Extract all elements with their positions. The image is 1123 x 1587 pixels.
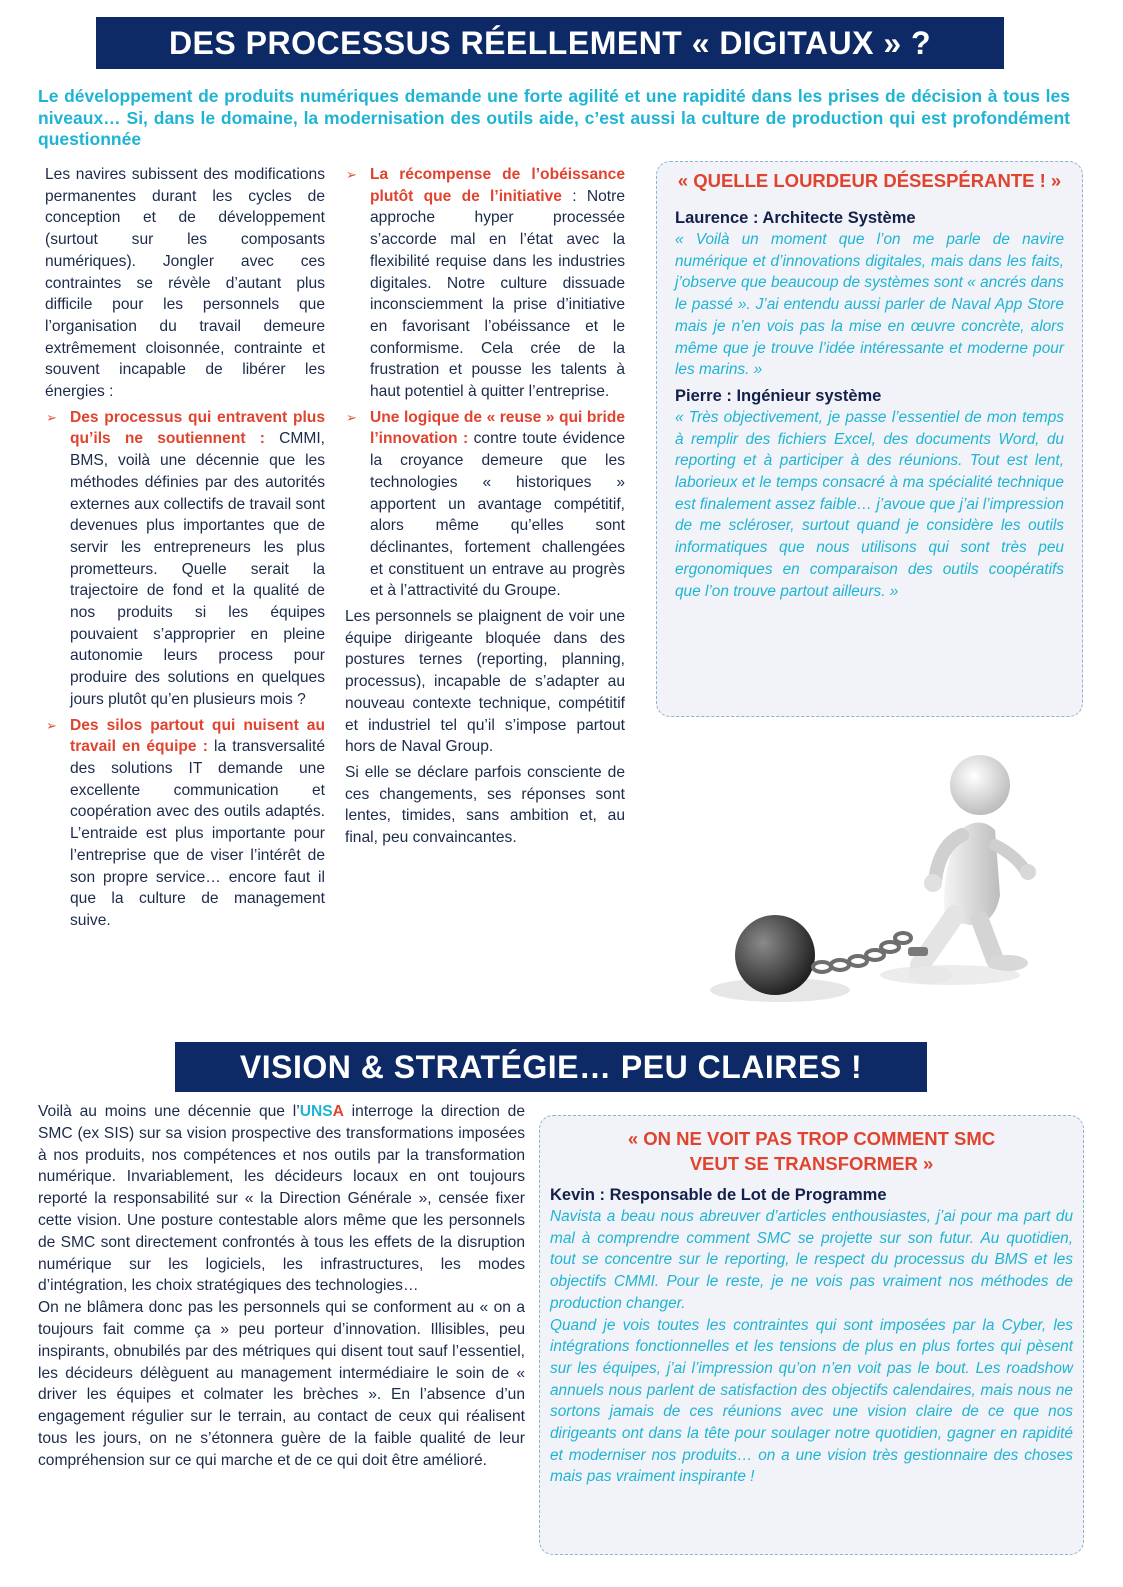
testimonial-box-heaviness xyxy=(656,161,1083,717)
bullet-processes xyxy=(45,407,325,711)
unsa-logo-text: UNS xyxy=(299,1103,333,1120)
arrow-bullet-icon: ➢ xyxy=(46,409,57,425)
testimonial-text: Navista a beau nous abreuver d’articles enthousiastes, j’ai pour ma part du mal à comprendre comment SMC se projette sur son futur. Au quotidien, tout se concentre sur le reporting, le respect du processus du BMS et les objectifs CMMI. Pour le reste, je ne vois pas vraiment nos méthodes de production changer. xyxy=(550,1208,1073,1312)
bullet-heading: La récompense de l’obéissance plutôt que de l’initiative xyxy=(370,166,625,205)
bullet-heading: Des silos partout qui nuisent au travail en équipe : xyxy=(70,716,325,756)
testimonial-box-title: « QUELLE LOURDEUR DÉSESPÉRANTE ! » xyxy=(677,170,1062,191)
bullet-heading: Des processus qui entravent plus qu’ils ne soutiennent : xyxy=(70,408,325,448)
speaker-name: Laurence : Architecte Système xyxy=(675,209,916,227)
column-2-paragraph: Les personnels se plaignent de voir une équipe dirigeante bloquée dans des postures ternes (reporting, planning, processus), incapable de s’adapter au nouveau contexte technique, compétitif et industriel tel qu’il s’impose partout hors de Naval Group. xyxy=(345,608,625,756)
ball-and-chain-icon xyxy=(690,735,1060,1025)
article-column-1 xyxy=(45,164,325,936)
testimonial-text: « Très objectivement, je passe l’essentiel de mon temps à remplir des fichiers Excel, des documents Word, du reporting et à participer à des réunions. Tout est lent, laborieux et le temps consacré à ma spécialité technique est finalement assez faible… j’avoue que j’ai l’impression de me scléroser, surtout quand je considère les outils informatiques que nous utilisons qui sont très peu ergonomiques en comparaison des outils coopératifs que l’on trouve partout ailleurs. » xyxy=(675,408,1064,600)
ball-and-chain-figure-image xyxy=(690,735,1060,1025)
section-title-vision-strategy: VISION & STRATÉGIE… PEU CLAIRES ! xyxy=(175,1042,927,1092)
testimonial-box-title-line1: « ON NE VOIT PAS TROP COMMENT SMC xyxy=(627,1128,996,1149)
testimonial-box-title-line2: VEUT SE TRANSFORMER » xyxy=(689,1153,934,1174)
arrow-bullet-icon: ➢ xyxy=(346,167,357,182)
bullet-silos xyxy=(45,715,325,932)
article-column-2 xyxy=(345,164,625,853)
testimonial-text: Quand je vois toutes les contraintes qui sont imposées par la Cyber, les intégrations fonctionnelles et les tensions de plus en plus fortes qui pèsent sur les équipes, j’ai l’impression qu’on n’en voit pas le bout. Les roadshow annuels nous parlent de satisfaction des objectifs calendaires, mais nous ne sortons jamais de ces réunions avec une vision claire de ce que nos dirigeants ont dans la tête pour soulager notre quotidien, gagner en rapidité et moderniser nos produits… on a une vision très gestionnaire des choses mais pas vraiment inspirante ! xyxy=(550,1316,1073,1486)
vision-paragraph-2: On ne blâmera donc pas les personnels qui se conforment au « on a toujours fait comme ça » peu porteur d’innovation. Illisibles, peu inspirants, obnubilés par des métriques qui disent tout sauf l’essentiel, les décideurs délèguent au management intermédiaire le soin de « driver les équipes et colmater les brèches ». En l’absence d’un engagement régulier sur le terrain, au contact de ceux qui réalisent tous les jours, on ne s’étonnera guère de la faible qualité de leur compréhension sur ce qui marche et de ce qui doit être amélioré. xyxy=(38,1299,525,1469)
speaker-name: Kevin : Responsable de Lot de Programme xyxy=(550,1186,887,1204)
text-span: Voilà au moins une décennie que l’ xyxy=(38,1103,300,1120)
arrow-bullet-icon: ➢ xyxy=(346,409,357,425)
intro-lead: Le développement de produits numériques demande une forte agilité et une rapidité dans les prises de décision à tous les niveaux… Si, dans le domaine, la modernisation des outils aide, c’est aussi la culture de production qui est profondément questionnée xyxy=(38,86,1070,149)
testimonial-box-smc xyxy=(539,1115,1084,1555)
bullet-text: contre toute évidence la croyance demeure que les technologies « historiques » apportent un avantage compétitif, alors même qu’elles sont déclinantes, fortement challengées et constituent un entrave au progrès et à l’attractivité du Groupe. xyxy=(370,430,625,600)
section-title-digital-processes: DES PROCESSUS RÉELLEMENT « DIGITAUX » ? xyxy=(96,17,1004,69)
arrow-bullet-icon: ➢ xyxy=(46,717,57,733)
bullet-text: CMMI, BMS, voilà une décennie que les méthodes définies par des autorités externes aux collectifs de travail sont devenues plus importantes que de servir les entrepreneurs les plus prometteurs. Quelle serait la trajectoire de fond et la qualité de nos produits si les équipes pouvaient s’approprier en pleine autonomie leurs process pour produire des solutions en quelques jours plutôt qu’en plusieurs mois ? xyxy=(70,430,325,708)
testimonial-text: « Voilà un moment que l’on me parle de navire numérique et d’innovations digitales, mais dans les faits, j’observe que beaucoup de systèmes sont « ancrés dans le passé ». J’ai entendu aussi parler de Naval App Store mais je n’en vois pas la mise en œuvre concrète, alors même que je trouve l’idée intéressante et moderne pour les marins. » xyxy=(675,231,1064,379)
unsa-logo-text-accent: A xyxy=(332,1103,344,1120)
article-column-vision xyxy=(38,1101,525,1472)
bullet-text: : Notre approche hyper processée s’accorde mal en l’état avec la flexibilité requise dans les industries digitales. Notre culture dissuade inconsciemment la prise d’initiative en favorisant l’obéissance et le conformisme. Cela crée de la frustration et pousse les talents à haut potentiel à quitter l’entreprise. xyxy=(370,187,625,401)
speaker-name: Pierre : Ingénieur système xyxy=(675,386,882,405)
vision-paragraph-1 xyxy=(38,1101,525,1297)
column-1-paragraph: Les navires subissent des modifications permanentes durant les cycles de conception et de développement (surtout sur les composants numériques). Jongler avec ces contraintes se révèle d’autant plus difficile pour les personnels que l’organisation du travail demeure extrêmement cloisonnée, contrainte et souvent incapable de libérer les énergies : xyxy=(45,166,325,401)
bullet-text: la transversalité des solutions IT demande une excellente communication et coopération avec des outils adaptés. L’entraide est plus importante pour l’entreprise que de viser l’intérêt de son propre service… encore faut il que la culture de management suive. xyxy=(70,738,325,929)
bullet-obedience xyxy=(345,164,625,403)
column-2-paragraph: Si elle se déclare parfois consciente de ces changements, ses réponses sont lentes, timides, sans ambition et, au final, peu convaincantes. xyxy=(345,763,625,847)
bullet-reuse xyxy=(345,407,625,602)
bullet-heading: Une logique de « reuse » qui bride l’innovation : xyxy=(370,408,625,448)
text-span: interroge la direction de SMC (ex SIS) sur sa vision prospective des transformations imposées à nos produits, nos compétences et nos outils par la transformation numérique. Invariablement, les décideurs locaux en ont toujours reporté la responsabilité sur « la Direction Générale », censée fixer cette vision. Une posture contestable alors même que les personnels de SMC sont directement confrontés à tous les effets de la disruption numérique sur les logiciels, les infrastructures, les modes d’intégration, les choix stratégiques des technologies… xyxy=(38,1103,525,1295)
